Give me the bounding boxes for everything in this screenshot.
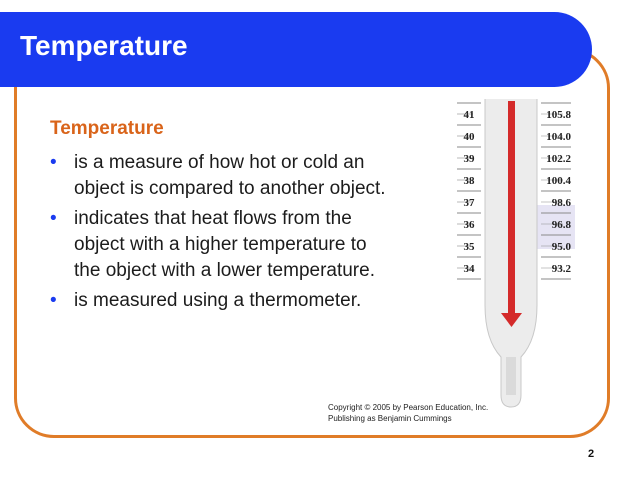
slide-title: Temperature [20, 30, 188, 61]
fahrenheit-label: 105.8 [546, 109, 571, 121]
fahrenheit-label: 102.2 [546, 153, 571, 165]
bullet-line: object is compared to another object. [74, 178, 386, 199]
celsius-label: 35 [463, 241, 475, 253]
celsius-label: 38 [463, 175, 475, 187]
bullet-marker: • [50, 208, 57, 229]
celsius-label: 41 [463, 109, 475, 121]
fahrenheit-label: 104.0 [546, 131, 571, 143]
copyright-notice [328, 402, 488, 424]
copyright-line: Publishing as Benjamin Cummings [328, 414, 452, 423]
celsius-label: 39 [463, 153, 475, 165]
bullet-line: the object with a lower temperature. [74, 260, 375, 281]
bullet-line: is a measure of how hot or cold an [74, 152, 365, 173]
bullet-line: object with a higher temperature to [74, 234, 367, 255]
bullet-marker: • [50, 152, 57, 173]
bullet-item [50, 288, 450, 314]
bullet-marker: • [50, 290, 57, 311]
bullet-line: indicates that heat flows from the [74, 208, 352, 229]
celsius-label: 37 [463, 197, 475, 209]
bullet-item [50, 206, 450, 284]
celsius-label: 34 [463, 263, 475, 275]
celsius-label: 40 [463, 131, 475, 143]
fahrenheit-label: 100.4 [546, 175, 571, 187]
copyright-line: Copyright © 2005 by Pearson Education, Inc. [328, 403, 489, 412]
page-number: 2 [588, 448, 595, 460]
fahrenheit-label: 98.6 [551, 197, 571, 209]
fahrenheit-label: 96.8 [551, 219, 571, 231]
thermometer-bulb [506, 357, 516, 395]
bullet-item [50, 150, 450, 202]
celsius-label: 36 [463, 219, 475, 231]
fahrenheit-label: 93.2 [551, 263, 571, 275]
slide-subtitle: Temperature [50, 118, 164, 139]
mercury-column [508, 101, 515, 317]
bullet-line: is measured using a thermometer. [74, 290, 362, 311]
fahrenheit-label: 95.0 [551, 241, 571, 253]
bullet-list [50, 150, 450, 318]
thermometer-illustration [455, 95, 575, 415]
